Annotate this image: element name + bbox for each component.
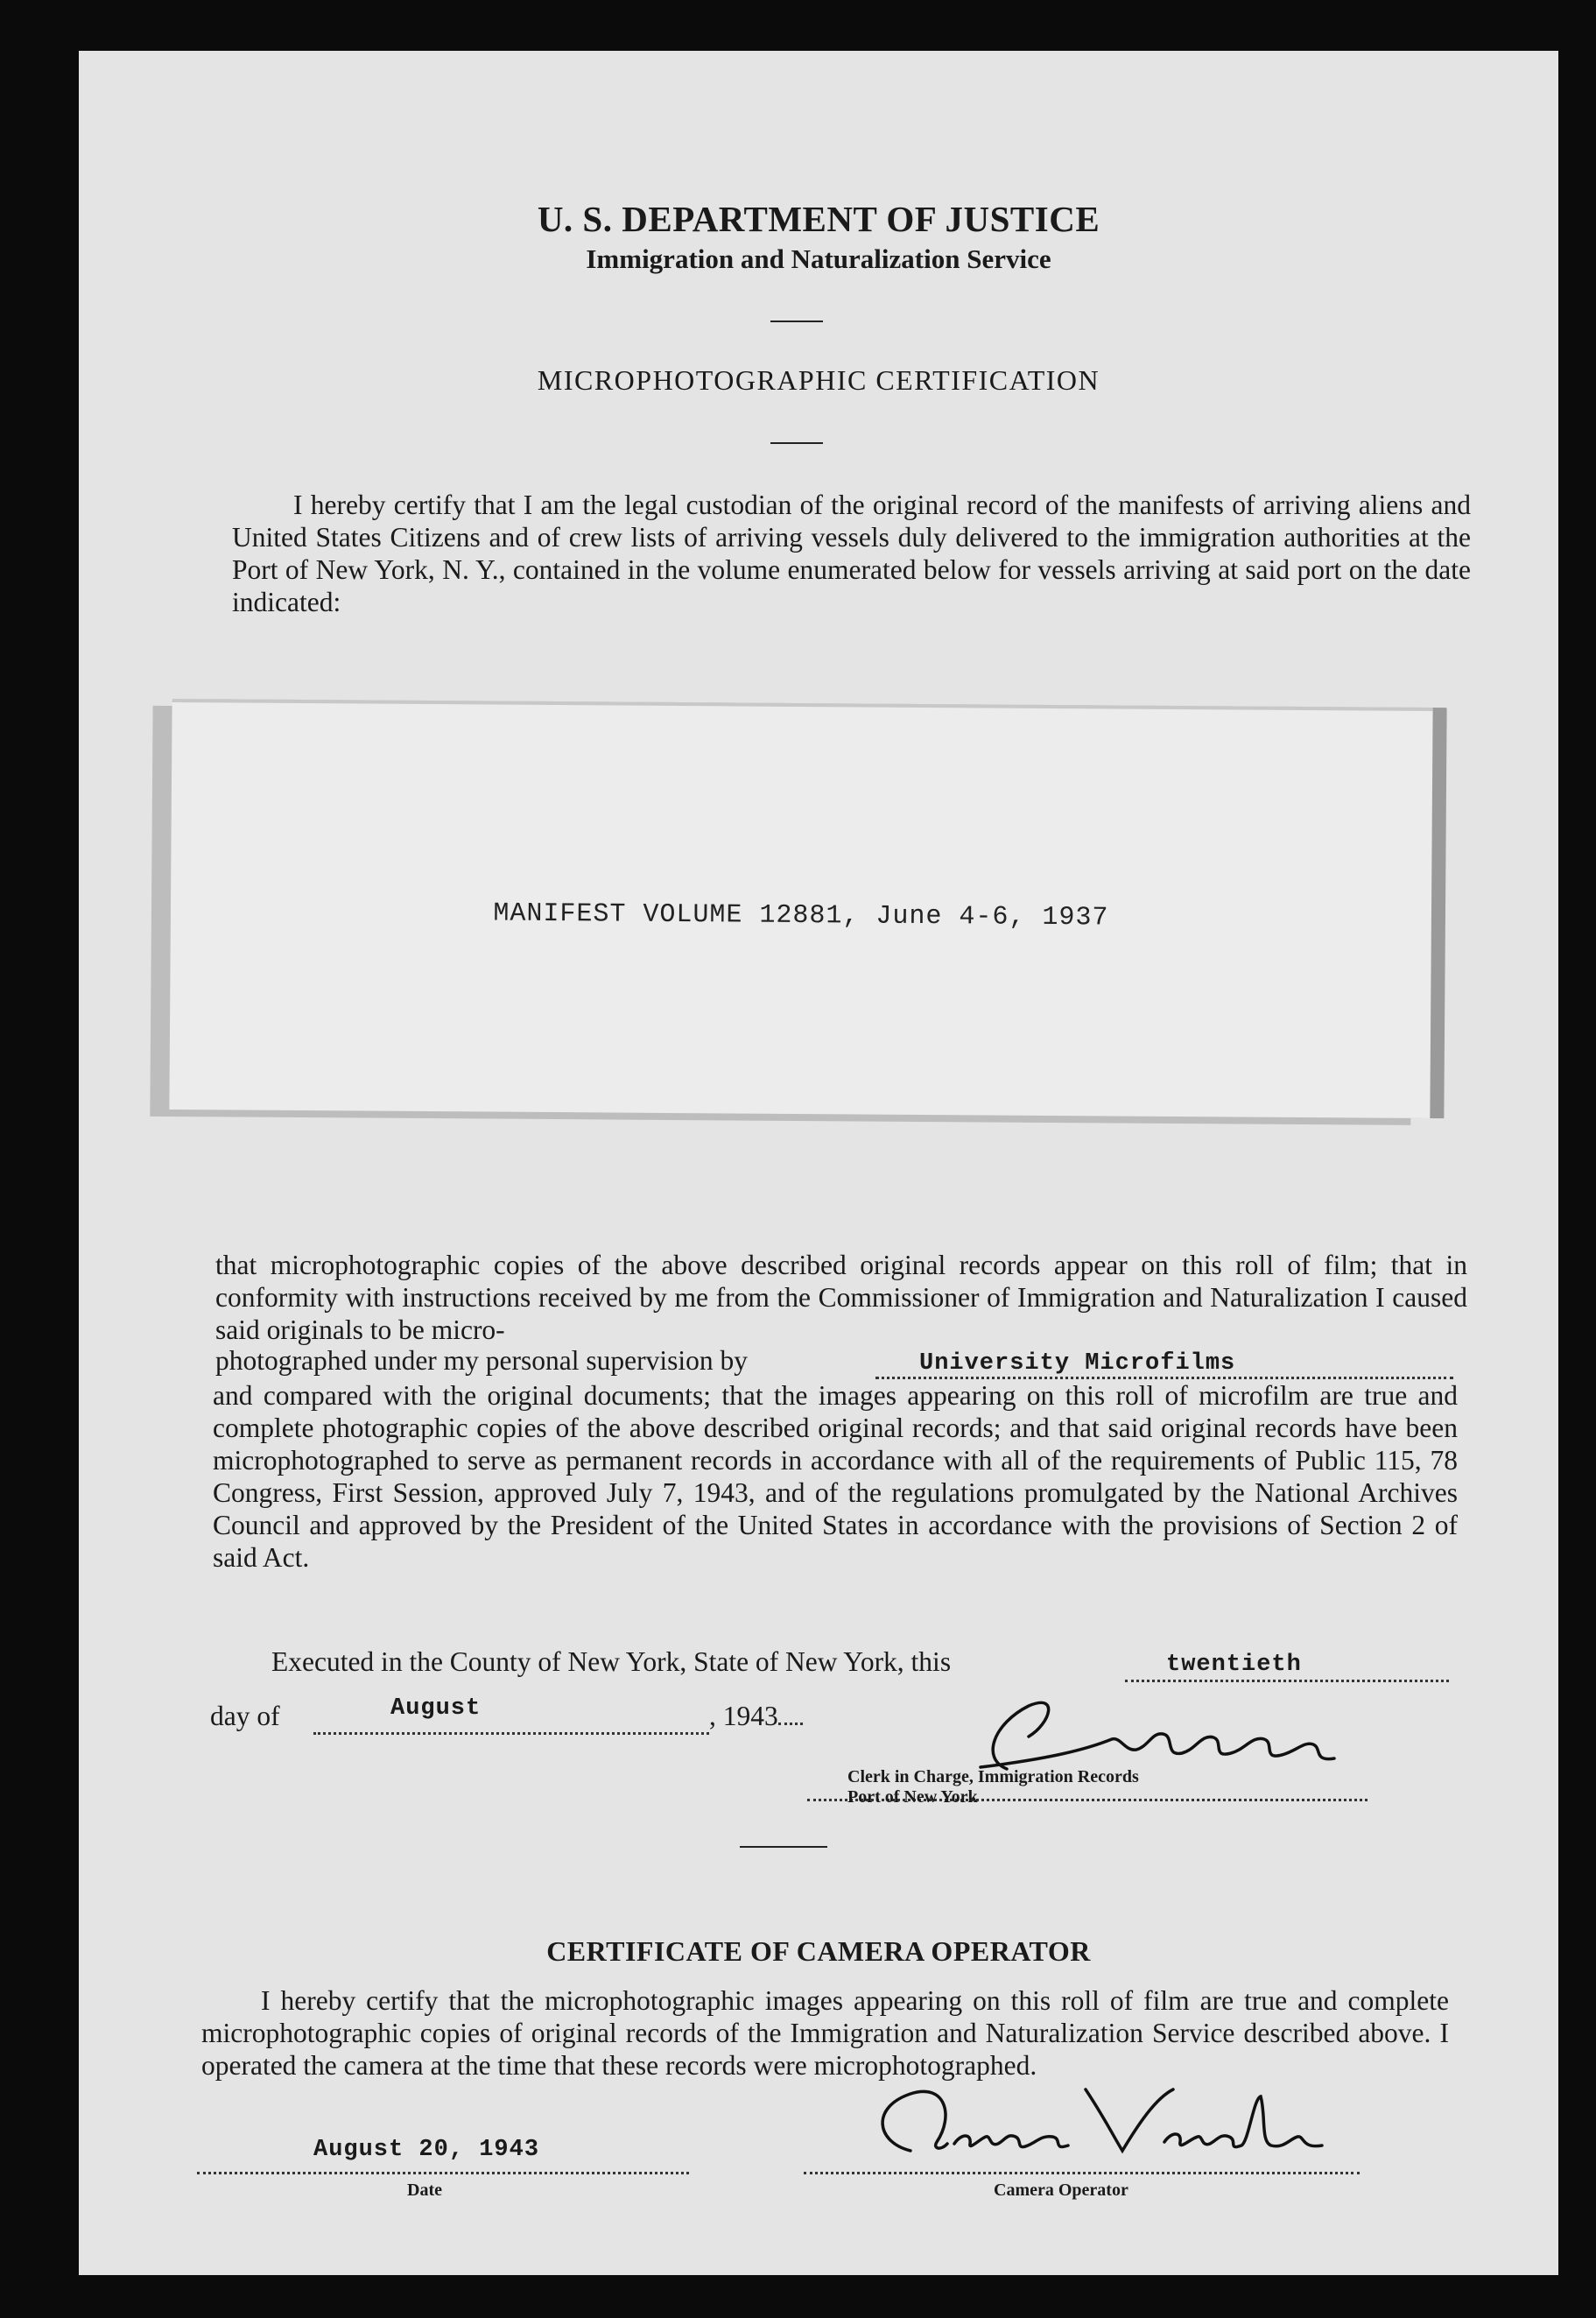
volume-label-slip [169,699,1432,1118]
certification-paragraph-b: and compared with the original documents; that the images appearing on this roll of microfilm are true and complete photographic copies of the above described original records; and that said original records have been microphotographed to serve as permanent records in accordance with all of the requirements of Public 115, 78 Congress, First Session, approved July 7, 1943, and of the regulations promulgated by the National Archives Council and approved by the President of the United States in accordance with the provisions of Section 2 of said Act. [213,1380,1458,1573]
photographed-by-value: University Microfilms [919,1350,1236,1377]
certification-title: MICROPHOTOGRAPHIC CERTIFICATION [537,364,1100,396]
manifest-volume-label: MANIFEST VOLUME 12881, June 4-6, 1937 [493,898,1109,934]
photographed-by-prefix: photographed under my personal supervision by [215,1345,749,1376]
year-field [709,1701,803,1732]
day-of-label: day of [210,1701,280,1731]
camera-operator-title: CERTIFICATE OF CAMERA OPERATOR [546,1935,1091,1967]
clerk-title [847,1767,1139,1807]
camera-operator-paragraph: I hereby certify that the microphotographic images appearing on this roll of film are true and complete microphotographic copies of original records of the Immigration and Naturalization Service described above. I operated the camera at the time that these records were microphotographed. [201,1985,1449,2081]
executed-prefix: Executed in the County of New York, State of New York, this [271,1646,952,1677]
camera-date-label: Date [407,2181,442,2200]
custodian-paragraph: I hereby certify that I am the legal custodian of the original record of the manifests of arriving aliens and United States Citizens and of crew lists of arriving vessels duly delivered to the immigration authorities at the Port of New York, N. Y., contained in the volume enumerated below for vessels arriving at said port on the date indicated: [232,490,1471,617]
year-prefix: , 194 [709,1701,764,1731]
service-subheading: Immigration and Naturalization Service [586,243,1051,274]
clerk-title-line2: Port of New York [847,1787,978,1807]
executed-day-value: twentieth [1166,1652,1302,1678]
clerk-title-line1: Clerk in Charge, Immigration Records [847,1767,1139,1786]
certification-paragraph-a: that microphotographic copies of the above described original records appear on this roll of film; that in conformity with instructions received by me from the Commissioner of Immigration and Naturalization I caused said originals to be micro- [215,1250,1467,1345]
month-field [313,1702,709,1735]
department-heading: U. S. DEPARTMENT OF JUSTICE [537,199,1100,239]
divider [770,321,823,322]
camera-date-value: August 20, 1943 [313,2137,540,2163]
divider [770,442,823,444]
month-value: August [390,1695,482,1722]
year-digit: 3 [764,1701,778,1731]
certificate-page [79,51,1558,2275]
divider [740,1846,827,1848]
camera-operator-signature [849,2081,1339,2168]
camera-operator-label: Camera Operator [994,2181,1128,2200]
